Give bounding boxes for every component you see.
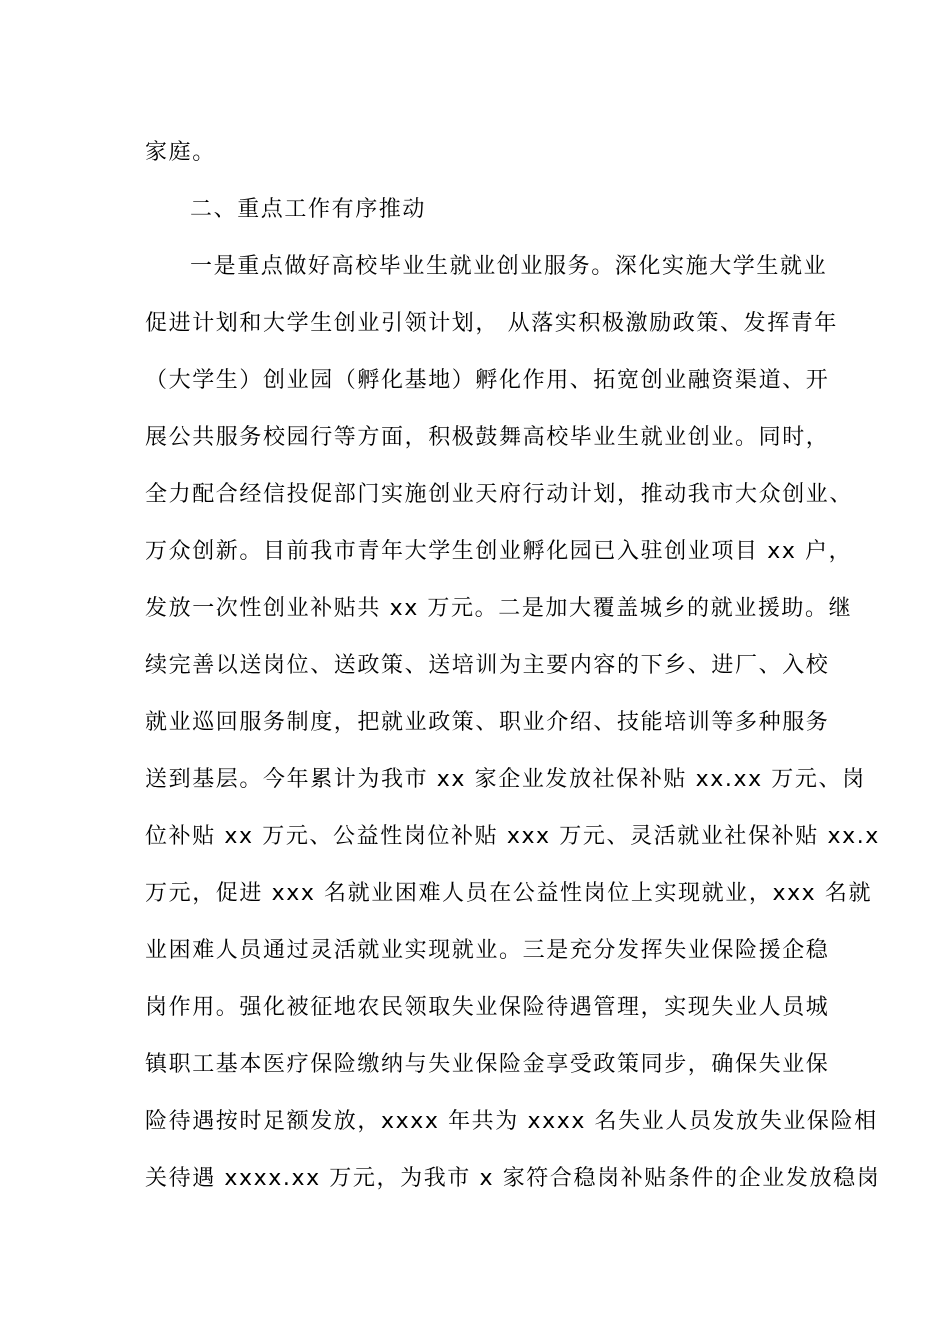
text-line-7: 全力配合经信投促部门实施创业天府行动计划，推动我市大众创业、 (145, 482, 854, 507)
text-line-5: （大学生）创业园（孵化基地）孵化作用、拓宽创业融资渠道、开 (145, 368, 830, 393)
text-line-13: 位补贴 xx 万元、公益性岗位补贴 xxx 万元、灵活就业社保补贴 xx.x (145, 824, 880, 849)
text-line-4: 促进计划和大学生创业引领计划， 从落实积极激励政策、发挥青年 (145, 311, 838, 336)
text-line-6: 展公共服务校园行等方面，积极鼓舞高校毕业生就业创业。同时， (145, 425, 830, 450)
text-line-12: 送到基层。今年累计为我市 xx 家企业发放社保补贴 xx.xx 万元、岗 (145, 767, 866, 792)
text-line-17: 镇职工基本医疗保险缴纳与失业保险金享受政策同步，确保失业保 (145, 1052, 830, 1077)
text-line-18: 险待遇按时足额发放，xxxx 年共为 xxxx 名失业人员发放失业保险相 (145, 1109, 878, 1134)
text-line-11: 就业巡回服务制度，把就业政策、职业介绍、技能培训等多种服务 (145, 710, 830, 735)
text-line-10: 续完善以送岗位、送政策、送培训为主要内容的下乡、进厂、入校 (145, 653, 830, 678)
text-line-15: 业困难人员通过灵活就业实现就业。三是充分发挥失业保险援企稳 (145, 938, 830, 963)
text-line-9: 发放一次性创业补贴共 xx 万元。二是加大覆盖城乡的就业援助。继 (145, 596, 853, 621)
text-line-8: 万众创新。目前我市青年大学生创业孵化园已入驻创业项目 xx 户， (145, 539, 853, 564)
text-line-16: 岗作用。强化被征地农民领取失业保险待遇管理，实现失业人员城 (145, 995, 830, 1020)
section-heading: 二、重点工作有序推动 (190, 197, 427, 222)
text-line-14: 万元，促进 xxx 名就业困难人员在公益性岗位上实现就业，xxx 名就 (145, 881, 873, 906)
text-line-3: 一是重点做好高校毕业生就业创业服务。深化实施大学生就业 (190, 254, 828, 279)
text-line-1: 家庭。 (145, 140, 216, 165)
text-line-19: 关待遇 xxxx.xx 万元，为我市 x 家符合稳岗补贴条件的企业发放稳岗 (145, 1166, 881, 1191)
